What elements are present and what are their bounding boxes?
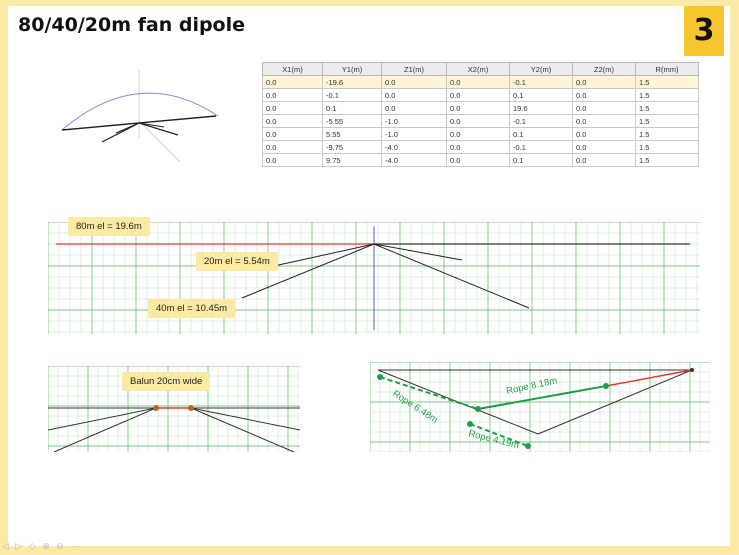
table-cell[interactable]: 1.5: [636, 102, 699, 115]
table-cell[interactable]: -9.75: [323, 141, 382, 154]
table-cell[interactable]: 0.0: [263, 154, 323, 167]
table-cell[interactable]: 0.0: [263, 89, 323, 102]
rope-label-4m: Rope 4.19m: [467, 428, 521, 452]
table-cell[interactable]: -4.0: [382, 154, 447, 167]
table-cell[interactable]: 9.75: [323, 154, 382, 167]
table-cell[interactable]: 0.0: [263, 102, 323, 115]
y-axis: [139, 121, 180, 162]
column-header: Y1(m): [323, 63, 382, 76]
slide-title: 80/40/20m fan dipole: [18, 14, 246, 36]
rope-anchor-point: [377, 374, 383, 380]
table-cell[interactable]: 5.55: [323, 128, 382, 141]
table-cell[interactable]: 0.0: [573, 115, 636, 128]
table-cell[interactable]: -5.55: [323, 115, 382, 128]
label-balun: Balun 20cm wide: [122, 372, 210, 391]
table-cell[interactable]: -1.0: [382, 128, 447, 141]
rope-anchor-point: [475, 406, 481, 412]
table-cell[interactable]: 0.0: [573, 102, 636, 115]
table-cell[interactable]: 19.6: [510, 102, 573, 115]
table-cell[interactable]: 0.0: [447, 128, 510, 141]
table-cell[interactable]: -1.0: [382, 115, 447, 128]
table-cell[interactable]: -0.1: [323, 89, 382, 102]
table-cell[interactable]: -0.1: [510, 141, 573, 154]
table-row[interactable]: [263, 102, 699, 115]
table-cell[interactable]: 0.0: [263, 76, 323, 89]
table-cell[interactable]: 0.0: [447, 76, 510, 89]
table-cell[interactable]: 0.0: [382, 76, 447, 89]
dipole-wire-40m-right: [139, 123, 178, 135]
wire-40m-right: [374, 244, 529, 308]
table-cell[interactable]: 1.5: [636, 89, 699, 102]
table-cell[interactable]: 1.5: [636, 154, 699, 167]
rope-label-8m: Rope 8.18m: [505, 375, 559, 397]
table-cell[interactable]: 0.0: [263, 115, 323, 128]
table-row[interactable]: [263, 76, 699, 89]
table-cell[interactable]: 1.5: [636, 128, 699, 141]
column-header: X2(m): [447, 63, 510, 76]
label-40m-element: 40m el = 10.45m: [148, 299, 235, 318]
element-red-segment: [606, 370, 692, 386]
table-cell[interactable]: -19.6: [323, 76, 382, 89]
radiation-arc: [62, 93, 218, 130]
table-cell[interactable]: 1.5: [636, 141, 699, 154]
column-header: Y2(m): [510, 63, 573, 76]
label-80m-element: 80m el = 19.6m: [68, 217, 150, 236]
rope-label-6m: Rope 6.48m: [390, 388, 440, 426]
table-cell[interactable]: 0.1: [510, 89, 573, 102]
rope-layout-diagram: [370, 362, 710, 452]
slide-navigation-icons[interactable]: ◁ ▷ ◇ ⊕ ⊖ ⋯: [2, 541, 82, 551]
table-row[interactable]: [263, 141, 699, 154]
wire-40m-right: [191, 408, 294, 452]
table-cell[interactable]: 0.0: [573, 89, 636, 102]
wire-20m-right: [374, 244, 462, 260]
table-cell[interactable]: 0.0: [447, 89, 510, 102]
table-cell[interactable]: -0.1: [510, 115, 573, 128]
column-header: X1(m): [263, 63, 323, 76]
table-cell[interactable]: 0.0: [263, 128, 323, 141]
column-header: Z1(m): [382, 63, 447, 76]
wire-coordinates-table: [262, 62, 699, 167]
rope-anchor-point: [603, 383, 609, 389]
table-cell[interactable]: 0.0: [447, 154, 510, 167]
table-row[interactable]: [263, 128, 699, 141]
column-header: Z2(m): [573, 63, 636, 76]
rope-anchor-point: [467, 421, 473, 427]
wire-40m-left: [54, 408, 156, 452]
rope-anchor-point: [525, 443, 531, 449]
table-cell[interactable]: 0.0: [263, 141, 323, 154]
balun-right-node: [188, 405, 194, 411]
table-cell[interactable]: 0.0: [573, 154, 636, 167]
table-row[interactable]: [263, 89, 699, 102]
table-cell[interactable]: 0.0: [573, 128, 636, 141]
wire-20m-right: [191, 408, 300, 430]
slide-number-badge: 3: [684, 6, 724, 56]
label-20m-element: 20m el = 5.54m: [196, 252, 278, 271]
antenna-3d-view: [40, 66, 230, 174]
table-cell[interactable]: -4.0: [382, 141, 447, 154]
table-cell[interactable]: -0.1: [510, 76, 573, 89]
table-cell[interactable]: 0.1: [510, 128, 573, 141]
table-cell[interactable]: 1.5: [636, 76, 699, 89]
wire-20m-left: [48, 408, 156, 430]
column-header: R(mm): [636, 63, 699, 76]
table-cell[interactable]: 0.0: [447, 102, 510, 115]
table-row[interactable]: [263, 154, 699, 167]
front-view-diagram: [48, 222, 700, 334]
table-cell[interactable]: 0.0: [382, 89, 447, 102]
balun-left-node: [153, 405, 159, 411]
table-cell[interactable]: 0.0: [382, 102, 447, 115]
table-header-row: [263, 63, 699, 76]
table-row[interactable]: [263, 115, 699, 128]
table-cell[interactable]: 1.5: [636, 115, 699, 128]
table-cell[interactable]: 0.0: [573, 76, 636, 89]
table-cell[interactable]: 0.0: [573, 141, 636, 154]
table-cell[interactable]: 0.1: [510, 154, 573, 167]
table-cell[interactable]: 0.1: [323, 102, 382, 115]
table-cell[interactable]: 0.0: [447, 115, 510, 128]
wire-end-point: [690, 368, 694, 372]
table-cell[interactable]: 0.0: [447, 141, 510, 154]
